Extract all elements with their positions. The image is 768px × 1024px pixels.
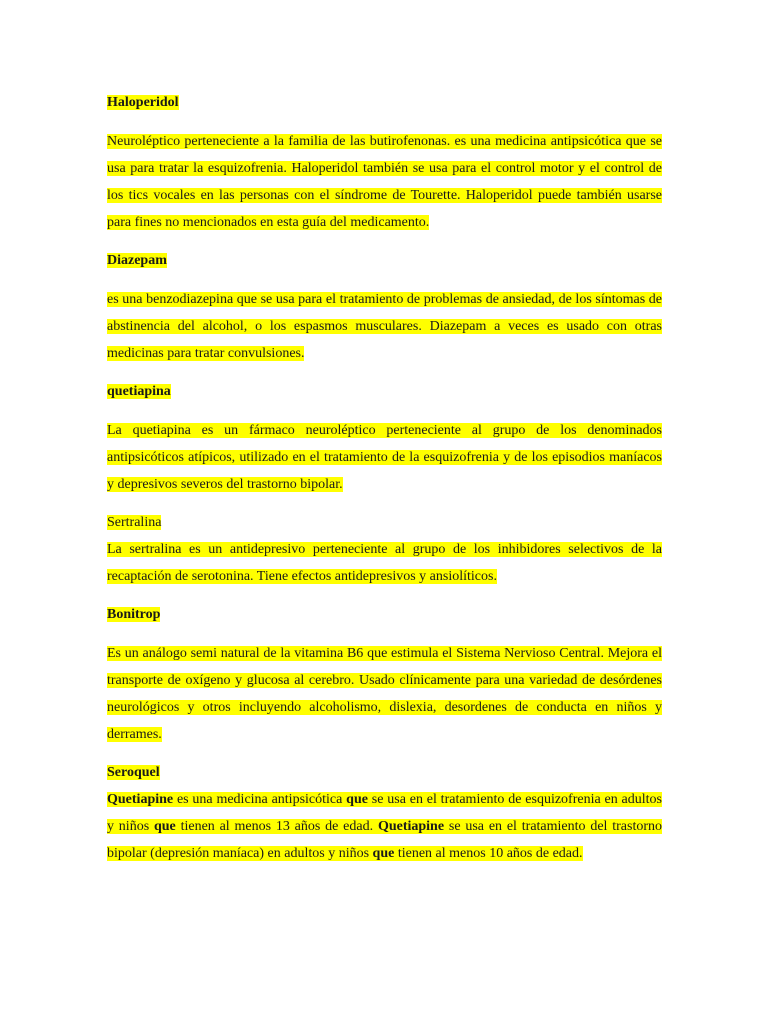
paragraph-haloperidol: Neuroléptico perteneciente a la familia de las butirofenonas. es una medicina antipsicótica que se usa para tratar la esquizofrenia. Haloperidol también se usa para el control motor y el control de los tics vocales en las personas con el síndrome de Tourette. Haloperidol puede también usarse para fines no mencionados en esta guía del medicamento. [107,134,662,230]
heading-bonitrop: Bonitrop [107,607,161,622]
document-body [107,89,662,867]
heading-seroquel: Seroquel [107,765,160,780]
heading-quetiapina: quetiapina [107,384,171,399]
heading-diazepam: Diazepam [107,253,167,268]
heading-haloperidol: Haloperidol [107,95,179,110]
paragraph-quetiapina: La quetiapina es un fármaco neuroléptico perteneciente al grupo de los denominados antipsicóticos atípicos, utilizado en el tratamiento de la esquizofrenia y de los episodios maníacos y depresivos severos del trastorno bipolar. [107,423,662,492]
paragraph-seroquel: Quetiapine es una medicina antipsicótica que se usa en el tratamiento de esquizofrenia en adultos y niños que tienen al menos 13 años de edad. Quetiapine se usa en el tratamiento del trastorno bipolar (depresión maníaca) en adultos y niños que tienen al menos 10 años de edad. [107,792,663,861]
paragraph-bonitrop: Es un análogo semi natural de la vitamina B6 que estimula el Sistema Nervioso Central. Mejora el transporte de oxígeno y glucosa al cerebro. Usado clínicamente para una variedad de desórdenes neurológicos y otros incluyendo alcoholismo, dislexia, desordenes de conducta en niños y derrames. [107,646,662,742]
heading-sertralina: Sertralina [107,515,162,530]
paragraph-sertralina: La sertralina es un antidepresivo perteneciente al grupo de los inhibidores selectivos de la recaptación de serotonina. Tiene efectos antidepresivos y ansiolíticos. [107,542,662,584]
paragraph-diazepam: es una benzodiazepina que se usa para el tratamiento de problemas de ansiedad, de los síntomas de abstinencia del alcohol, o los espasmos musculares. Diazepam a veces es usado con otras medicinas para tratar convulsiones. [107,292,662,361]
